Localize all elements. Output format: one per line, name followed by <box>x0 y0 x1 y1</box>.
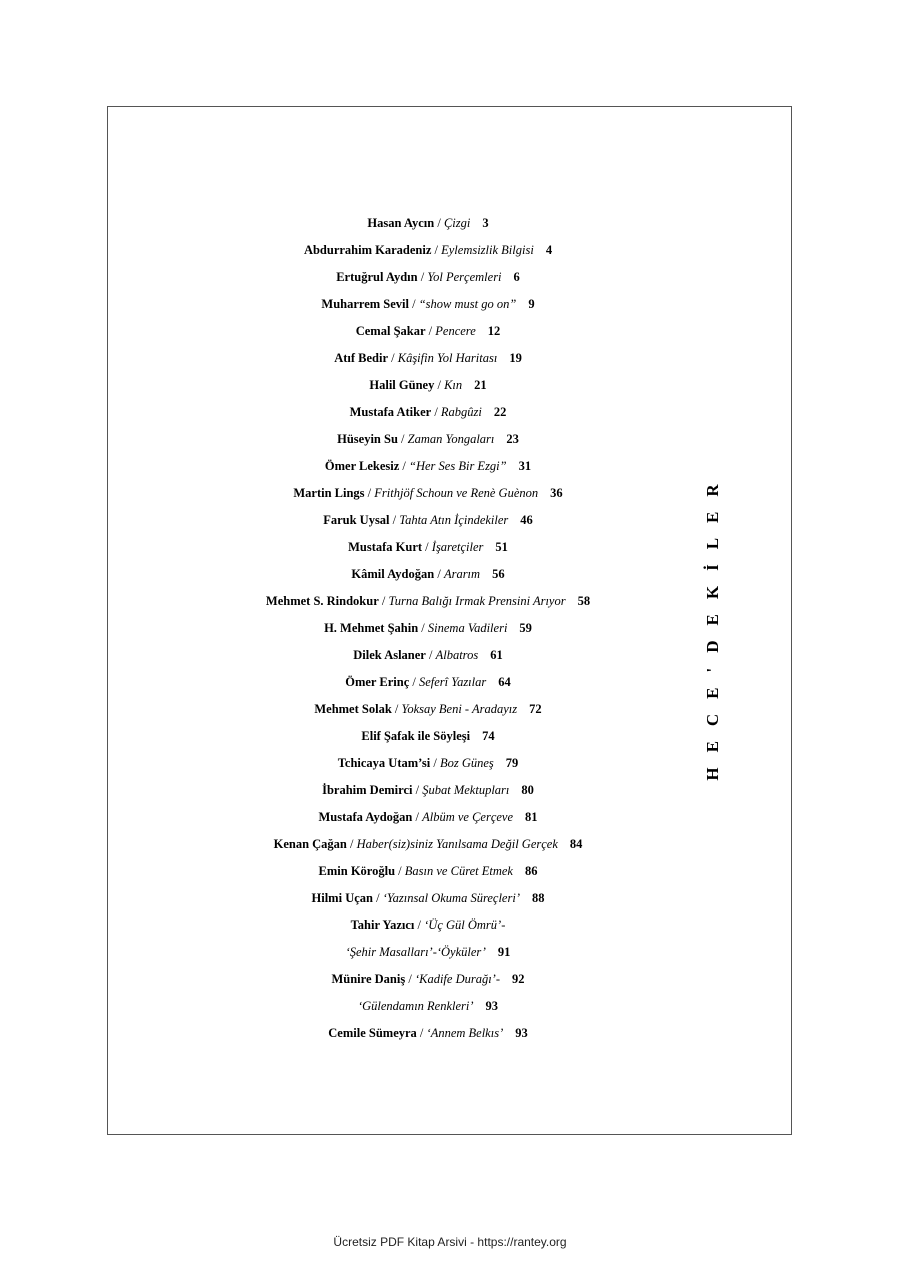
toc-page-number: 31 <box>518 459 532 473</box>
toc-separator: / <box>364 486 375 500</box>
toc-author: Faruk Uysal <box>323 513 390 527</box>
toc-entry <box>107 696 749 723</box>
toc-separator: / <box>388 351 398 365</box>
toc-author: İbrahim Demirci <box>322 783 413 797</box>
toc-separator: / <box>405 972 415 986</box>
toc-title: Haber(siz)siniz Yanılsama Değil Gerçek <box>356 837 558 851</box>
toc-title: Pencere <box>435 324 476 338</box>
toc-separator: / <box>430 756 440 770</box>
toc-author: Kenan Çağan <box>273 837 347 851</box>
toc-separator: / <box>346 837 357 851</box>
toc-title: Turna Balığı Irmak Prensini Arıyor <box>388 594 566 608</box>
toc-title: Seferî Yazılar <box>418 675 487 689</box>
toc-entry <box>107 1020 749 1047</box>
toc-title: Boz Güneş <box>439 756 494 770</box>
toc-page-number: 23 <box>506 432 519 446</box>
toc-entry <box>107 453 749 480</box>
toc-author: Hasan Aycın <box>367 216 435 230</box>
toc-author: Cemal Şakar <box>355 324 426 338</box>
toc-separator: / <box>418 621 428 635</box>
toc-title: Zaman Yongaları <box>407 432 495 446</box>
table-of-contents <box>107 210 749 1047</box>
toc-separator: / <box>434 216 444 230</box>
toc-entry <box>107 399 749 426</box>
toc-author: Halil Güney <box>369 378 435 392</box>
toc-page-number: 74 <box>482 729 495 743</box>
toc-author: Mustafa Atiker <box>349 405 432 419</box>
toc-title: Basın ve Cüret Etmek <box>404 864 513 878</box>
toc-author: Hilmi Uçan <box>311 891 373 905</box>
toc-page-number: 93 <box>515 1026 528 1040</box>
toc-author: Atıf Bedir <box>334 351 388 365</box>
toc-separator: / <box>431 243 442 257</box>
toc-author: Elif Şafak ile Söyleşi <box>361 729 471 743</box>
toc-entry <box>107 723 749 750</box>
toc-entry <box>107 939 749 966</box>
toc-title: Albatros <box>435 648 479 662</box>
toc-title: “Her Ses Bir Ezgi” <box>409 459 507 473</box>
toc-author: Abdurrahim Karadeniz <box>303 243 432 257</box>
toc-separator: / <box>395 864 405 878</box>
toc-separator: / <box>425 648 436 662</box>
toc-entry <box>107 534 749 561</box>
toc-separator: / <box>416 1026 427 1040</box>
toc-entry <box>107 318 749 345</box>
toc-page-number: 4 <box>545 243 553 257</box>
toc-title: Sinema Vadileri <box>427 621 508 635</box>
toc-page-number: 88 <box>531 891 545 905</box>
toc-author: Tchicaya Utam’si <box>337 756 431 770</box>
toc-title: Tahta Atın İçindekiler <box>399 513 509 527</box>
toc-author: Ertuğrul Aydın <box>336 270 418 284</box>
toc-page-number: 86 <box>524 864 538 878</box>
toc-page-number: 12 <box>487 324 501 338</box>
toc-entry <box>107 345 749 372</box>
toc-entry <box>107 885 749 912</box>
toc-separator: / <box>434 378 445 392</box>
toc-title: Ararım <box>443 567 481 581</box>
toc-page-number: 80 <box>521 783 534 797</box>
toc-page-number: 79 <box>505 756 519 770</box>
toc-title: “show must go on” <box>418 297 517 311</box>
toc-entry <box>107 291 749 318</box>
toc-author: Cemile Sümeyra <box>328 1026 417 1040</box>
toc-entry <box>107 993 749 1020</box>
footer-text: Ücretsiz PDF Kitap Arsivi - https://rantey.org <box>333 1235 567 1249</box>
toc-separator: / <box>434 567 444 581</box>
toc-page-number: 19 <box>509 351 522 365</box>
toc-title: Kın <box>444 378 463 392</box>
toc-title: ‘Annem Belkıs’ <box>426 1026 504 1040</box>
toc-page-number: 64 <box>498 675 511 689</box>
toc-author: Ömer Erinç <box>345 675 410 689</box>
toc-entry <box>107 426 749 453</box>
toc-page-number: 93 <box>485 999 499 1013</box>
toc-author: Muharrem Sevil <box>321 297 409 311</box>
toc-entry <box>107 237 749 264</box>
toc-separator: / <box>414 918 425 932</box>
toc-entry <box>107 615 749 642</box>
toc-separator: / <box>372 891 383 905</box>
toc-title: İşaretçiler <box>431 540 484 554</box>
toc-page-number: 81 <box>525 810 538 824</box>
toc-title: ‘Şehir Masalları’-‘Öyküler’ <box>345 945 486 959</box>
toc-entry <box>107 858 749 885</box>
toc-separator: / <box>422 540 432 554</box>
toc-entry <box>107 480 749 507</box>
toc-separator: / <box>399 459 410 473</box>
toc-author: Mehmet Solak <box>314 702 392 716</box>
toc-page-number: 51 <box>495 540 508 554</box>
toc-title: Şubat Mektupları <box>422 783 510 797</box>
toc-title: ‘Kadife Durağı’- <box>414 972 501 986</box>
toc-author: Ömer Lekesiz <box>324 459 400 473</box>
toc-entry <box>107 264 749 291</box>
toc-entry <box>107 669 749 696</box>
toc-separator: / <box>409 297 419 311</box>
toc-page-number: 84 <box>569 837 583 851</box>
toc-title: Albüm ve Çerçeve <box>422 810 514 824</box>
toc-title: ‘Gülendamın Renkleri’ <box>357 999 474 1013</box>
toc-page-number: 91 <box>497 945 511 959</box>
toc-title: Kâşifin Yol Haritası <box>397 351 498 365</box>
toc-page-number: 21 <box>474 378 487 392</box>
toc-title: Eylemsizlik Bilgisi <box>441 243 534 257</box>
toc-page-number: 3 <box>482 216 489 230</box>
toc-author: Martin Lings <box>293 486 365 500</box>
toc-entry <box>107 831 749 858</box>
toc-title: Çizgi <box>443 216 471 230</box>
toc-title: ‘Üç Gül Ömrü’- <box>424 918 506 932</box>
toc-page-number: 61 <box>490 648 503 662</box>
toc-author: Kâmil Aydoğan <box>351 567 435 581</box>
toc-author: Hüseyin Su <box>337 432 398 446</box>
toc-separator: / <box>412 783 423 797</box>
toc-separator: / <box>397 432 408 446</box>
toc-separator: / <box>431 405 441 419</box>
toc-entry <box>107 372 749 399</box>
toc-title: Rabgûzi <box>440 405 482 419</box>
toc-author: Emin Köroğlu <box>318 864 396 878</box>
toc-page-number: 22 <box>493 405 507 419</box>
toc-page-number: 72 <box>529 702 542 716</box>
toc-separator: / <box>412 810 423 824</box>
toc-page-number: 58 <box>577 594 591 608</box>
toc-title: ‘Yazınsal Okuma Süreçleri’ <box>382 891 520 905</box>
toc-author: Münire Daniş <box>331 972 406 986</box>
toc-author: H. Mehmet Şahin <box>324 621 419 635</box>
toc-author: Tahir Yazıcı <box>350 918 415 932</box>
toc-entry <box>107 642 749 669</box>
toc-entry <box>107 561 749 588</box>
toc-entry <box>107 588 749 615</box>
side-title-text: HECE'DEKİLER <box>703 469 722 781</box>
toc-page-number: 56 <box>492 567 505 581</box>
toc-page-number: 92 <box>512 972 525 986</box>
toc-author: Mustafa Kurt <box>348 540 423 554</box>
toc-separator: / <box>417 270 428 284</box>
toc-page-number: 46 <box>520 513 533 527</box>
toc-separator: / <box>409 675 419 689</box>
toc-author: Dilek Aslaner <box>353 648 426 662</box>
toc-author: Mehmet S. Rindokur <box>265 594 379 608</box>
toc-entry <box>107 210 749 237</box>
toc-title: Yol Perçemleri <box>427 270 502 284</box>
toc-page-number: 6 <box>513 270 520 284</box>
toc-entry <box>107 966 749 993</box>
toc-entry <box>107 750 749 777</box>
toc-author: Mustafa Aydoğan <box>318 810 413 824</box>
side-title <box>693 460 733 790</box>
toc-page-number: 59 <box>519 621 532 635</box>
toc-page-number: 36 <box>550 486 563 500</box>
toc-page-number: 9 <box>528 297 535 311</box>
toc-separator: / <box>378 594 389 608</box>
toc-separator: / <box>389 513 400 527</box>
toc-entry <box>107 804 749 831</box>
toc-separator: / <box>391 702 402 716</box>
toc-entry <box>107 777 749 804</box>
toc-title: Frithjöf Schoun ve Renè Guènon <box>374 486 539 500</box>
toc-entry <box>107 507 749 534</box>
toc-title: Yoksay Beni - Aradayız <box>401 702 518 716</box>
toc-entry <box>107 912 749 939</box>
toc-separator: / <box>425 324 436 338</box>
